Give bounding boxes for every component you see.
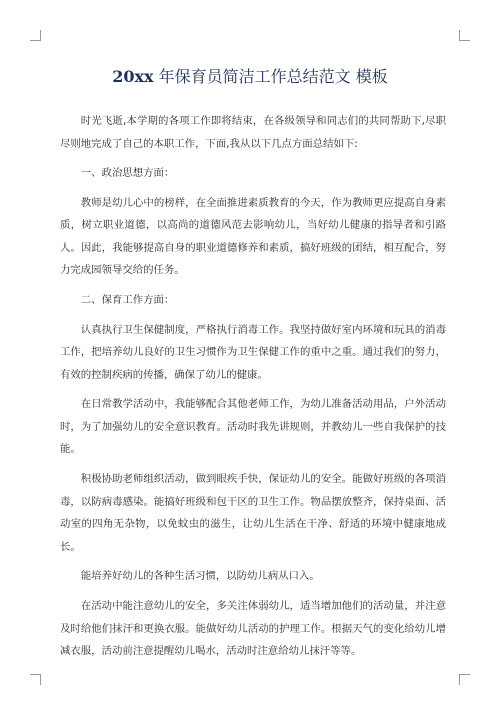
section-heading-politics: 一、政治思想方面： bbox=[80, 167, 175, 180]
assist-activities-paragraph: 积极协助老师组织活动，做到眼疾手快，保证幼儿的安全。能做好班级的各项消毒，以防病毒感染。能搞好班级和包干区的卫生工作。物品摆放整齐，保持桌面、活动室的四角无杂物，以免蚊虫的滋生，让幼儿生活在干净、舒适的环境中健康地成长。 bbox=[60, 473, 446, 553]
document-body bbox=[60, 110, 446, 670]
hygiene-paragraph: 认真执行卫生保健制度，严格执行消毒工作。我坚持做好室内环境和玩具的消毒工作，把培养幼儿良好的卫生习惯作为卫生保健工作的重中之重。通过我们的努力，有效的控制疾病的传播，确保了幼儿的健康。 bbox=[60, 323, 446, 381]
crop-mark-top-right bbox=[459, 30, 470, 41]
habits-paragraph: 能培养好幼儿的各种生活习惯，以防幼儿病从口入。 bbox=[80, 570, 320, 583]
section-heading-care-work: 二、保育工作方面： bbox=[80, 294, 175, 307]
title-number: 20xx bbox=[112, 67, 154, 86]
politics-paragraph: 教师是幼儿心中的榜样，在全面推进素质教育的今天，作为教师更应提高自身素质，树立职业道德，以高尚的道德风范去影响幼儿，当好幼儿健康的指导者和引路人。因此，我能够提高自身的职业道德修养和素质，搞好班级的团结，相互配合，努力完成园领导交给的任务。 bbox=[60, 196, 446, 277]
crop-mark-bottom-left bbox=[30, 674, 41, 685]
daily-teaching-paragraph: 在日常教学活动中，我能够配合其他老师工作，为幼儿准备活动用品，户外活动时，为了加强幼儿的安全意识教育。活动时我先讲规则，并教幼儿一些自我保护的技能。 bbox=[60, 398, 446, 456]
document-title bbox=[40, 64, 460, 87]
crop-mark-top-left bbox=[30, 30, 41, 41]
safety-paragraph: 在活动中能注意幼儿的安全，多关注体弱幼儿，适当增加他们的活动量，并注意及时给他们抹汗和更换衣服。能做好幼儿活动的护理工作。根据天气的变化给幼儿增减衣服，活动前注意提醒幼儿喝水，活动时注意给幼儿抹汗等等。 bbox=[60, 600, 446, 657]
intro-paragraph: 时光飞逝,本学期的各项工作即将结束，在各级领导和同志们的共同帮助下,尽职尽则地完成了自己的本职工作，下面,我从以下几点方面总结如下: bbox=[60, 115, 446, 150]
crop-mark-bottom-right bbox=[459, 674, 470, 685]
title-text: 年保育员简洁工作总结范文 模板 bbox=[153, 67, 388, 86]
